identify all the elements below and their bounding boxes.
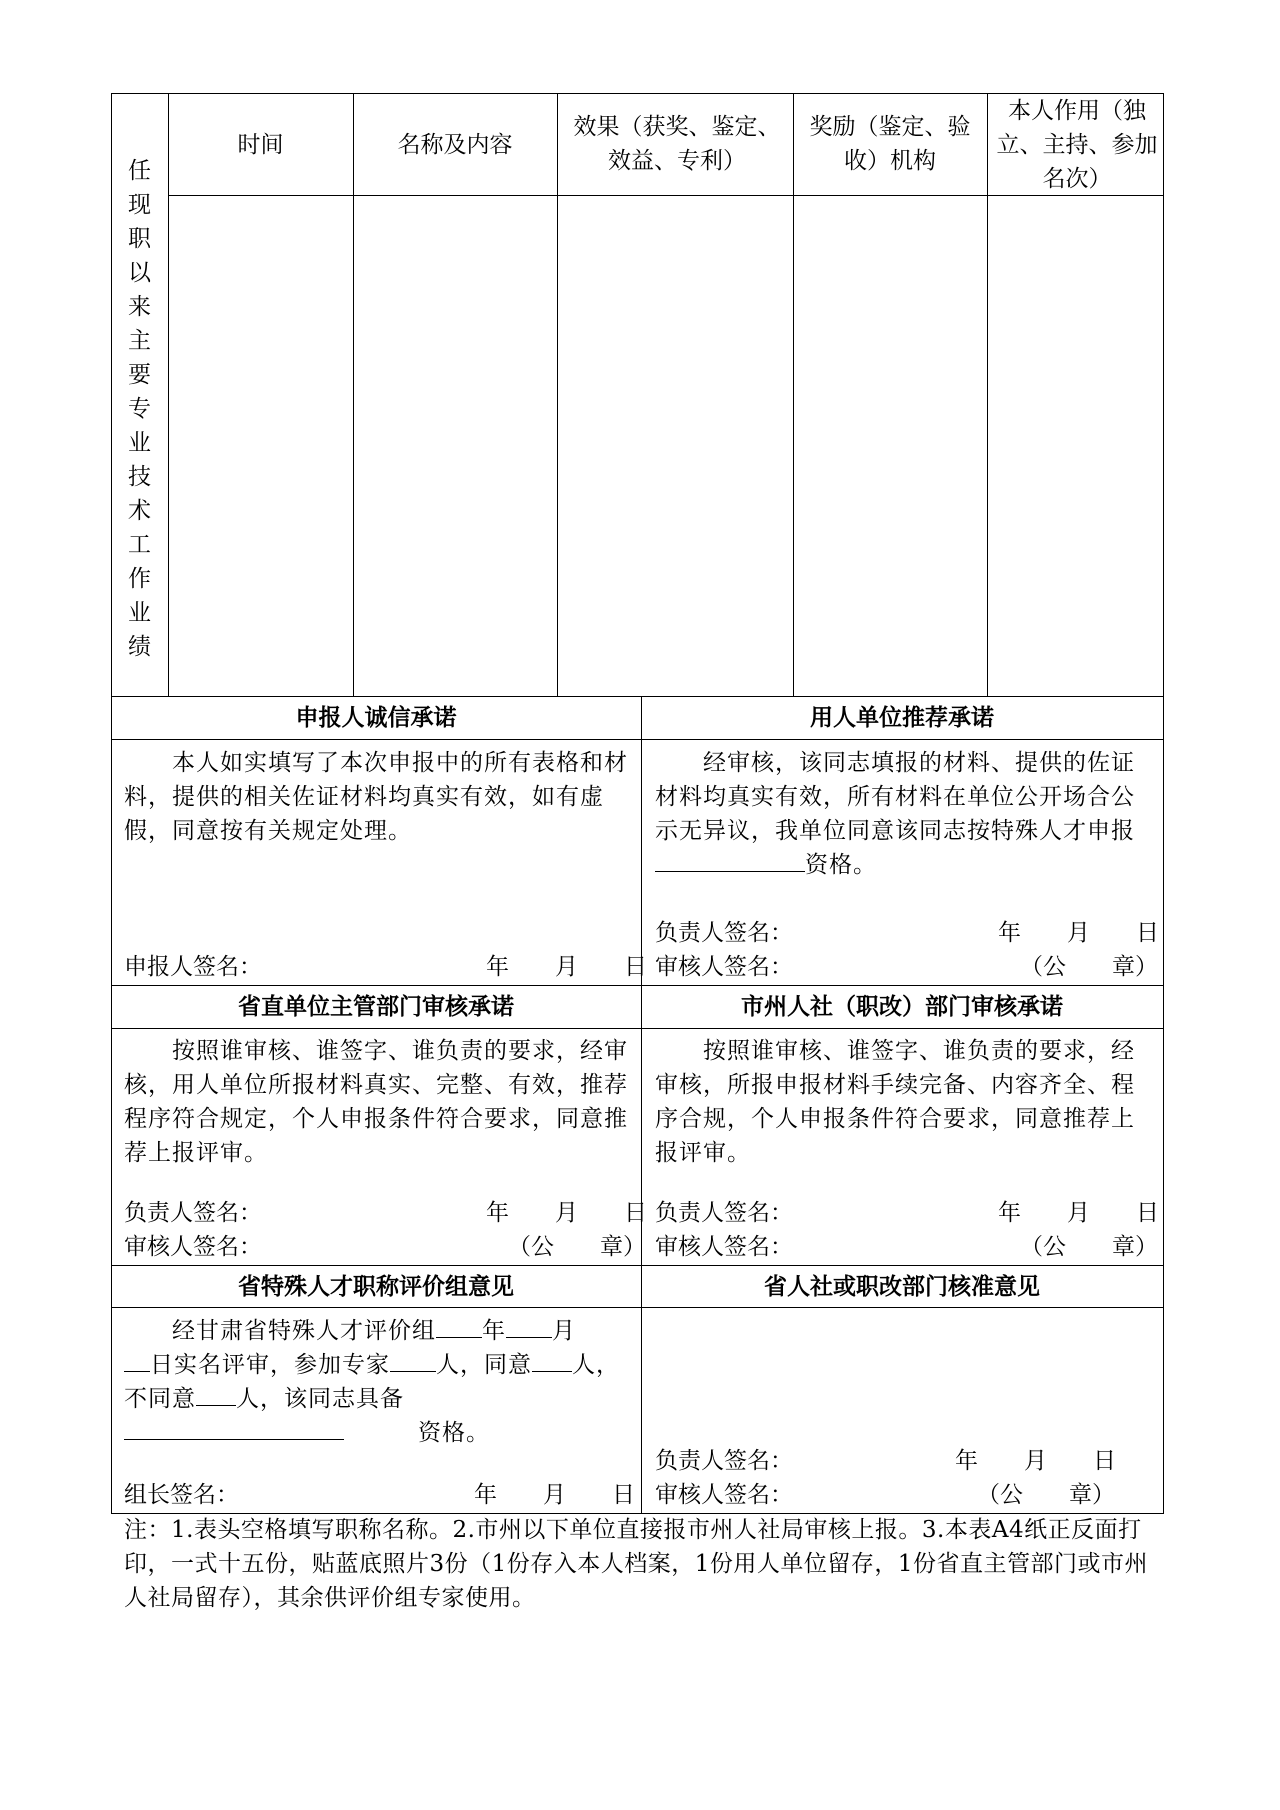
approval-sign2-label: 审核人签名： <box>655 1482 793 1508</box>
panel-text-agree: 人，同意 <box>436 1352 532 1378</box>
month-blank[interactable] <box>506 1315 552 1338</box>
panel-text-person: 人， <box>572 1352 620 1378</box>
panel-text-qualify: 人，该同志具备 <box>236 1386 404 1412</box>
table-border <box>111 1028 1164 1029</box>
city-body: 按照谁审核、谁签字、谁负责的要求，经审核，所报申报材料手续完备、内容齐全、程序合规，个人申报条件符合要求，同意推荐上报评审。 <box>655 1038 1135 1166</box>
panel-line-3 <box>124 1382 636 1416</box>
panel-line-1 <box>124 1314 636 1348</box>
provincial-date: 年 月 日 <box>486 1200 647 1226</box>
employer-date: 年 月 日 <box>998 920 1159 946</box>
city-date: 年 月 日 <box>998 1200 1159 1226</box>
header-effect: 效果（获奖、鉴定、效益、专利） <box>573 114 781 174</box>
applicant-date: 年 月 日 <box>486 954 647 980</box>
city-sign1-label: 负责人签名： <box>655 1200 793 1226</box>
employer-sign1-label: 负责人签名： <box>655 920 793 946</box>
table-border <box>1163 93 1164 1514</box>
panel-line-2 <box>124 1348 636 1382</box>
provincial-title: 省直单位主管部门审核承诺 <box>238 993 514 1020</box>
panel-title: 省特殊人才职称评价组意见 <box>238 1273 514 1300</box>
table-border <box>987 93 988 697</box>
panel-date: 年 月 日 <box>474 1482 635 1508</box>
applicant-sign-label: 申报人签名： <box>124 954 262 980</box>
panel-text-month: 月 <box>552 1318 576 1344</box>
table-border <box>793 93 794 697</box>
table-border <box>111 1307 1164 1308</box>
approval-sign1-label: 负责人签名： <box>655 1448 793 1474</box>
table-border <box>111 739 1164 740</box>
panel-line-4 <box>124 1416 636 1450</box>
applicant-title: 申报人诚信承诺 <box>295 704 457 731</box>
year-blank[interactable] <box>436 1315 482 1338</box>
footnote: 注：1.表头空格填写职称名称。2.市州以下单位直接报市州人社局审核上报。3.本表A4纸正反面打印，一式十五份，贴蓝底照片3份（1份存入本人档案，1份用人单位留存，1份省直主管部门或市州人社局留存），其余供评价组专家使用。 <box>124 1517 1149 1611</box>
table-border <box>111 985 1164 986</box>
panel-text-qualification: 资格。 <box>418 1420 490 1446</box>
experts-blank[interactable] <box>390 1349 436 1372</box>
disagree-blank[interactable] <box>196 1383 236 1406</box>
applicant-body: 本人如实填写了本次申报中的所有表格和材料，提供的相关佐证材料均真实有效，如有虚假，同意按有关规定处理。 <box>124 750 628 844</box>
approval-seal: （公 章） <box>977 1482 1115 1508</box>
side-label-text: 任现职以来主要专业技术工作业绩 <box>128 158 151 660</box>
employer-title: 用人单位推荐承诺 <box>810 704 994 731</box>
qualification-blank[interactable] <box>655 849 805 872</box>
header-time: 时间 <box>237 132 284 158</box>
table-border <box>111 1265 1164 1266</box>
city-sign2-label: 审核人签名： <box>655 1234 793 1260</box>
panel-body <box>124 1314 636 1450</box>
panel-text-experts: 日实名评审，参加专家 <box>150 1352 390 1378</box>
header-role: 本人作用（独立、主持、参加名次） <box>996 98 1158 192</box>
city-title: 市州人社（职改）部门审核承诺 <box>741 993 1063 1020</box>
panel-qualification-blank[interactable] <box>124 1417 344 1440</box>
employer-body-post: 资格。 <box>805 852 877 878</box>
employer-sign2-label: 审核人签名： <box>655 954 793 980</box>
approval-title-text: 省人社或职改部门核准意见 <box>764 1273 1040 1300</box>
provincial-sign2-label: 审核人签名： <box>124 1234 262 1260</box>
table-border <box>168 93 169 697</box>
city-seal: （公 章） <box>1020 1234 1158 1260</box>
table-border <box>557 93 558 697</box>
panel-text-disagree: 不同意 <box>124 1386 196 1412</box>
employer-seal: （公 章） <box>1020 954 1158 980</box>
table-border <box>111 696 1164 697</box>
panel-text-year: 年 <box>482 1318 506 1344</box>
agree-blank[interactable] <box>532 1349 572 1372</box>
table-border <box>641 696 642 1514</box>
provincial-body: 按照谁审核、谁签字、谁负责的要求，经审核，用人单位所报材料真实、完整、有效，推荐程序符合规定，个人申报条件符合要求，同意推荐上报评审。 <box>124 1038 628 1166</box>
provincial-sign1-label: 负责人签名： <box>124 1200 262 1226</box>
day-blank[interactable] <box>124 1349 150 1372</box>
employer-body <box>655 746 1155 882</box>
header-name-content: 名称及内容 <box>397 132 513 158</box>
achievements-side-label <box>111 154 168 664</box>
header-award-body: 奖励（鉴定、验收）机构 <box>809 114 971 174</box>
table-border <box>353 93 354 697</box>
panel-text-1: 经甘肃省特殊人才评价组 <box>172 1318 436 1344</box>
employer-body-pre: 经审核，该同志填报的材料、提供的佐证材料均真实有效，所有材料在单位公开场合公示无异议，我单位同意该同志按特殊人才申报 <box>655 750 1135 844</box>
provincial-seal: （公 章） <box>508 1234 646 1260</box>
approval-date: 年 月 日 <box>955 1448 1116 1474</box>
panel-sign-label: 组长签名： <box>124 1482 239 1508</box>
